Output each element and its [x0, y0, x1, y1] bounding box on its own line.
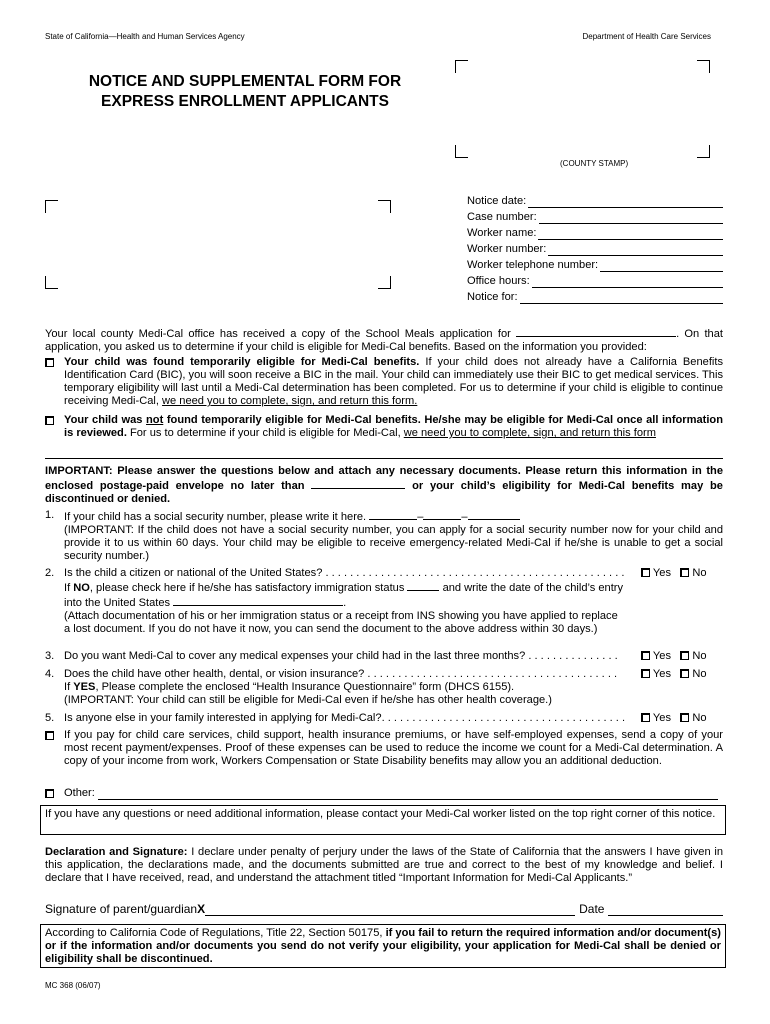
intro-paragraph: Your local county Medi-Cal office has received a copy of the School Meals application for . On that application, you asked us to determine if your child is eligible for Medi-Cal benefits. Based on the information you provided:	[45, 328, 723, 353]
return-by-date-blank[interactable]	[311, 478, 405, 489]
office-hours-field[interactable]: Office hours:	[467, 273, 723, 288]
case-number-field[interactable]: Case number:	[467, 209, 723, 224]
other-checkbox[interactable]	[45, 789, 54, 798]
q5-no-checkbox[interactable]	[680, 713, 689, 722]
department-header: Department of Health Care Services	[582, 32, 711, 41]
regulation-box: According to California Code of Regulations, Title 22, Section 50175, if you fail to return the required information and/or document(s) or if the information and/or documents you send do not verify your eligibility, your application for Medi-Cal shall be denied or eligibility shall be discontinued.	[40, 924, 726, 968]
ssn-part-2[interactable]	[423, 509, 461, 520]
important-notice: IMPORTANT: Please answer the questions below and attach any necessary documents. Please return this information in the enclosed postage-paid envelope no later than or your child’s eligibility for Medi-Cal benefits may be discontinued or denied.	[45, 465, 723, 505]
contact-box: If you have any questions or need additional information, please contact your Medi-Cal worker listed on the top right corner of this notice.	[40, 805, 726, 835]
notice-for-field[interactable]: Notice for:	[467, 289, 723, 304]
declaration: Declaration and Signature: I declare under penalty of perjury under the laws of the State of California that the answers I have given in this application, the declarations made, and the documents submitted are true and correct to the best of my knowledge and belief. I declare that I have received, read, and understand the attachment titled “Important Information for Medi-Cal Applicants.”	[45, 846, 723, 884]
q3-no-checkbox[interactable]	[680, 651, 689, 660]
agency-header: State of California—Health and Human Services Agency	[45, 32, 245, 41]
ssn-part-3[interactable]	[468, 509, 520, 520]
title-line-1: NOTICE AND SUPPLEMENTAL FORM FOR	[88, 73, 402, 90]
worker-number-field[interactable]: Worker number:	[467, 241, 723, 256]
form-number: MC 368 (06/07)	[45, 981, 101, 990]
q5-yes-checkbox[interactable]	[641, 713, 650, 722]
q4-no-checkbox[interactable]	[680, 669, 689, 678]
q2-yes-checkbox[interactable]	[641, 568, 650, 577]
q2-no-checkbox[interactable]	[680, 568, 689, 577]
page-title	[45, 72, 445, 112]
q4-yes-checkbox[interactable]	[641, 669, 650, 678]
divider	[45, 458, 723, 459]
ssn-part-1[interactable]	[369, 509, 417, 520]
signature-row: Signature of parent/guardian X Date	[45, 900, 723, 916]
other-input-line[interactable]	[98, 788, 718, 800]
notice-date-field[interactable]: Notice date:	[467, 193, 723, 208]
q3-yes-checkbox[interactable]	[641, 651, 650, 660]
signature-line[interactable]	[205, 903, 575, 916]
date-line[interactable]	[608, 903, 723, 916]
temporarily-eligible-checkbox[interactable]	[45, 358, 54, 367]
title-line-2: EXPRESS ENROLLMENT APPLICANTS	[101, 93, 389, 110]
worker-name-field[interactable]: Worker name:	[467, 225, 723, 240]
entry-date-blank[interactable]	[173, 595, 343, 606]
not-eligible-checkbox[interactable]	[45, 416, 54, 425]
county-stamp-label: (COUNTY STAMP)	[560, 159, 629, 168]
immigration-status-blank[interactable]	[407, 580, 439, 591]
expenses-checkbox[interactable]	[45, 731, 54, 740]
worker-telephone-field[interactable]: Worker telephone number:	[467, 257, 723, 272]
child-name-blank[interactable]	[516, 326, 676, 337]
